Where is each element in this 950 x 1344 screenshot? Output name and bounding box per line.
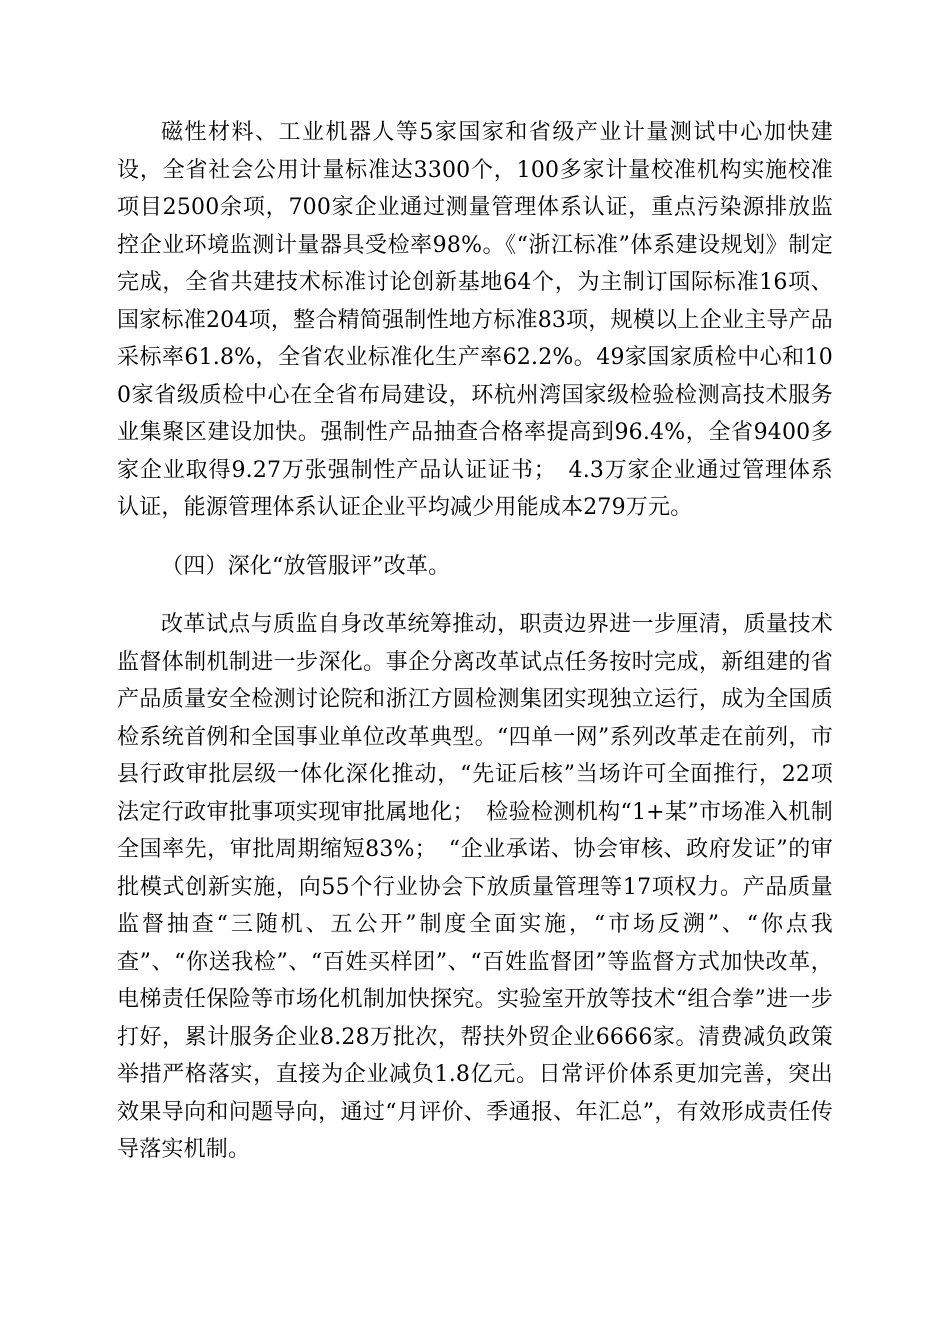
paragraph-metrology-standards: 磁性材料、工业机器人等5家国家和省级产业计量测试中心加快建设，全省社会公用计量标准达3300个，100多家计量校准机构实施校准项目2500余项，700家企业通过测量管理体系认证，重点污染源排放监控企业环境监测计量器具受检率98%。《“浙江标准”体系建设规划》制定完成，全省共建技术标准讨论创新基地64个，为主制订国际标准16项、国家标准204项，整合精简强制性地方标准83项，规模以上企业主导产品采标率61.8%，全省农业标准化生产率62.2%。49家国家质检中心和100家省级质检中心在全省布局建设，环杭州湾国家级检验检测高技术服务业集聚区建设加快。强制性产品抽查合格率提高到96.4%，全省9400多家企业取得9.27万张强制性产品认证证书； 4.3万家企业通过管理体系认证，能源管理体系认证企业平均减少用能成本279万元。 [117, 120, 833, 520]
document-body [117, 114, 833, 1169]
paragraph-reform-details: 改革试点与质监自身改革统筹推动，职责边界进一步厘清，质量技术监督体制机制进一步深化。事企分离改革试点任务按时完成，新组建的省产品质量安全检测讨论院和浙江方圆检测集团实现独立运行，成为全国质检系统首例和全国事业单位改革典型。“四单一网”系列改革走在前列，市县行政审批层级一体化深化推动，“先证后核”当场许可全面推行，22项法定行政审批事项实现审批属地化； 检验检测机构“1+某”市场准入机制全国率先，审批周期缩短83%； “企业承诺、协会审核、政府发证”的审批模式创新实施，向55个行业协会下放质量管理等17项权力。产品质量监督抽查“三随机、五公开”制度全面实施，“市场反溯”、“你点我查”、“你送我检”、“百姓买样团”、“百姓监督团”等监督方式加快改革，电梯责任保险等市场化机制加快探究。实验室开放等技术“组合拳”进一步打好，累计服务企业8.28万批次，帮扶外贸企业6666家。清费减负政策举措严格落实，直接为企业减负1.8亿元。日常评价体系更加完善，突出效果导向和问题导向，通过“月评价、季通报、年汇总”，有效形成责任传导落实机制。 [117, 612, 833, 1162]
paragraph-gap [117, 585, 833, 606]
section-heading-reform: （四）深化“放管服评”改革。 [161, 553, 451, 579]
paragraph-gap [117, 527, 833, 548]
